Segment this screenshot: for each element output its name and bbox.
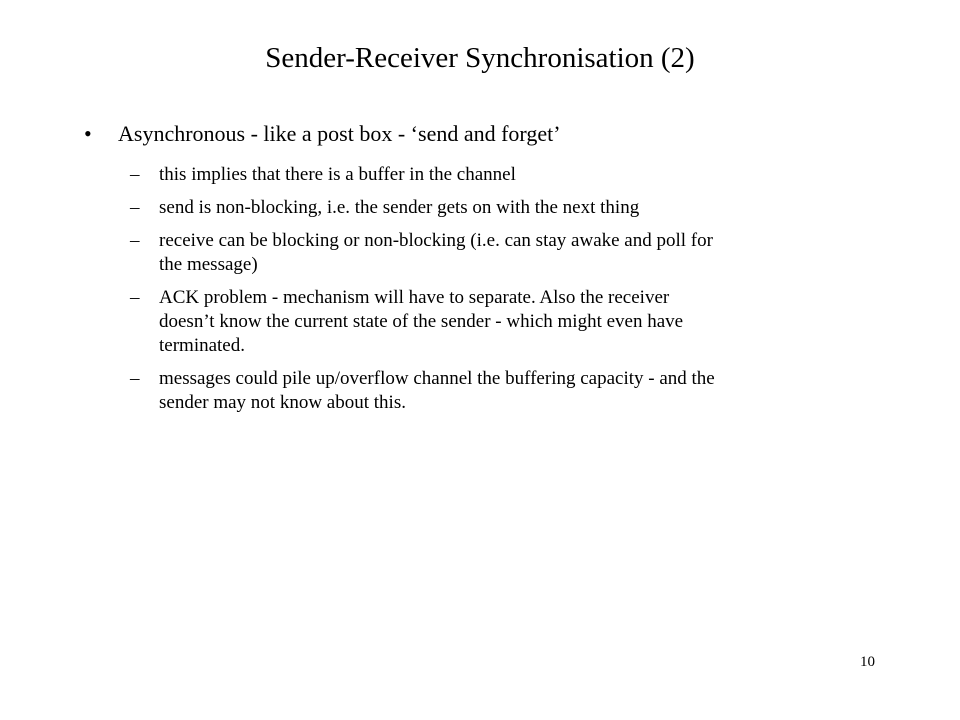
sub-bullet-text: messages could pile up/overflow channel the buffering capacity - and the	[159, 368, 715, 389]
sub-bullet-item	[130, 196, 870, 220]
page-number: 10	[860, 654, 875, 670]
sub-bullet-text: the message)	[159, 254, 258, 275]
slide-title: Sender-Receiver Synchronisation (2)	[265, 42, 695, 74]
dash-marker: –	[130, 164, 140, 185]
sub-bullet-item	[130, 367, 870, 415]
sub-bullet-text: receive can be blocking or non-blocking (i.e. can stay awake and poll for	[159, 230, 713, 251]
sub-bullet-text: sender may not know about this.	[159, 392, 406, 413]
dash-marker: –	[130, 197, 140, 218]
sub-bullet-item	[130, 163, 870, 187]
sub-bullet-item	[130, 229, 870, 277]
dash-marker: –	[130, 287, 140, 308]
sub-bullet-text: terminated.	[159, 335, 245, 356]
sub-bullet-text: send is non-blocking, i.e. the sender gets on with the next thing	[159, 197, 640, 218]
dash-marker: –	[130, 230, 140, 251]
dash-marker: –	[130, 368, 140, 389]
sub-bullet-item	[130, 286, 870, 358]
sub-bullet-text: doesn’t know the current state of the sender - which might even have	[159, 311, 684, 332]
sub-bullet-list	[130, 163, 870, 424]
bullet-marker: •	[84, 121, 92, 146]
bullet-text: Asynchronous - like a post box - ‘send and forget’	[118, 121, 561, 146]
sub-bullet-text: this implies that there is a buffer in the channel	[159, 164, 516, 185]
sub-bullet-text: ACK problem - mechanism will have to separate. Also the receiver	[159, 287, 670, 308]
